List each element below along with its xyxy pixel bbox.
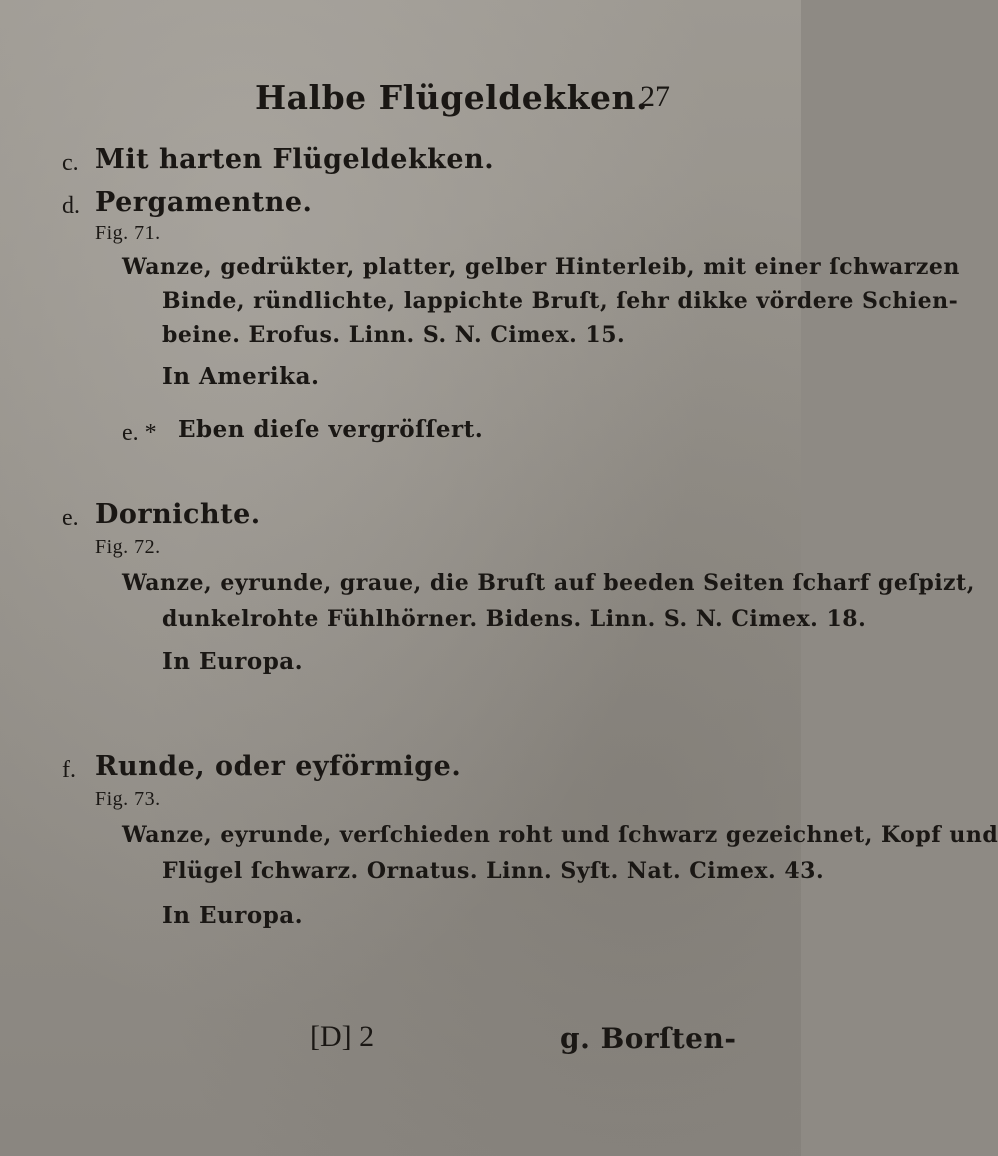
signature-mark: [D] 2 — [310, 1020, 375, 1053]
location-text: In Amerika. — [162, 363, 320, 390]
figure-label: Fig. 73. — [95, 788, 161, 810]
section-marker-f: f. — [62, 757, 76, 783]
entry-description-line: beine. Erofus. Linn. S. N. Cimex. 15. — [162, 322, 626, 348]
section-marker-c: c. — [62, 150, 79, 176]
entry-description-line: Flügel ſchwarz. Ornatus. Linn. Syſt. Nat. Cimex. 43. — [162, 858, 825, 884]
section-title-parchment: Pergamentne. — [95, 187, 313, 218]
section-title-thorny: Dornichte. — [95, 499, 261, 530]
page-number: 27 — [640, 80, 670, 113]
note-text: Eben dieſe vergröſſert. — [178, 416, 484, 443]
entry-description-line: Wanze, gedrükter, platter, gelber Hinterleib, mit einer ſchwarzen — [122, 254, 960, 280]
section-marker-e: e. — [62, 505, 79, 531]
location-text: In Europa. — [162, 648, 304, 675]
figure-label: Fig. 72. — [95, 536, 161, 558]
section-marker-d: d. — [62, 193, 80, 219]
entry-description-line: Binde, ründlichte, lappichte Bruſt, ſehr dikke vördere Schien- — [162, 288, 959, 314]
note-marker: e. * — [122, 420, 157, 446]
entry-description-line: Wanze, eyrunde, graue, die Bruſt auf beeden Seiten ſcharf geſpizt, — [122, 570, 975, 596]
location-text: In Europa. — [162, 902, 304, 929]
section-title-hard-wings: Mit harten Flügeldekken. — [95, 144, 495, 175]
entry-description-line: dunkelrohte Fühlhörner. Bidens. Linn. S. N. Cimex. 18. — [162, 606, 867, 632]
running-header-title: Halbe Flügeldekken. — [255, 78, 648, 117]
entry-description-line: Wanze, eyrunde, verſchieden roht und ſchwarz gezeichnet, Kopf und — [122, 822, 998, 848]
section-title-round: Runde, oder eyförmige. — [95, 751, 462, 782]
figure-label: Fig. 71. — [95, 222, 161, 244]
catchword: g. Borſten- — [560, 1022, 737, 1055]
